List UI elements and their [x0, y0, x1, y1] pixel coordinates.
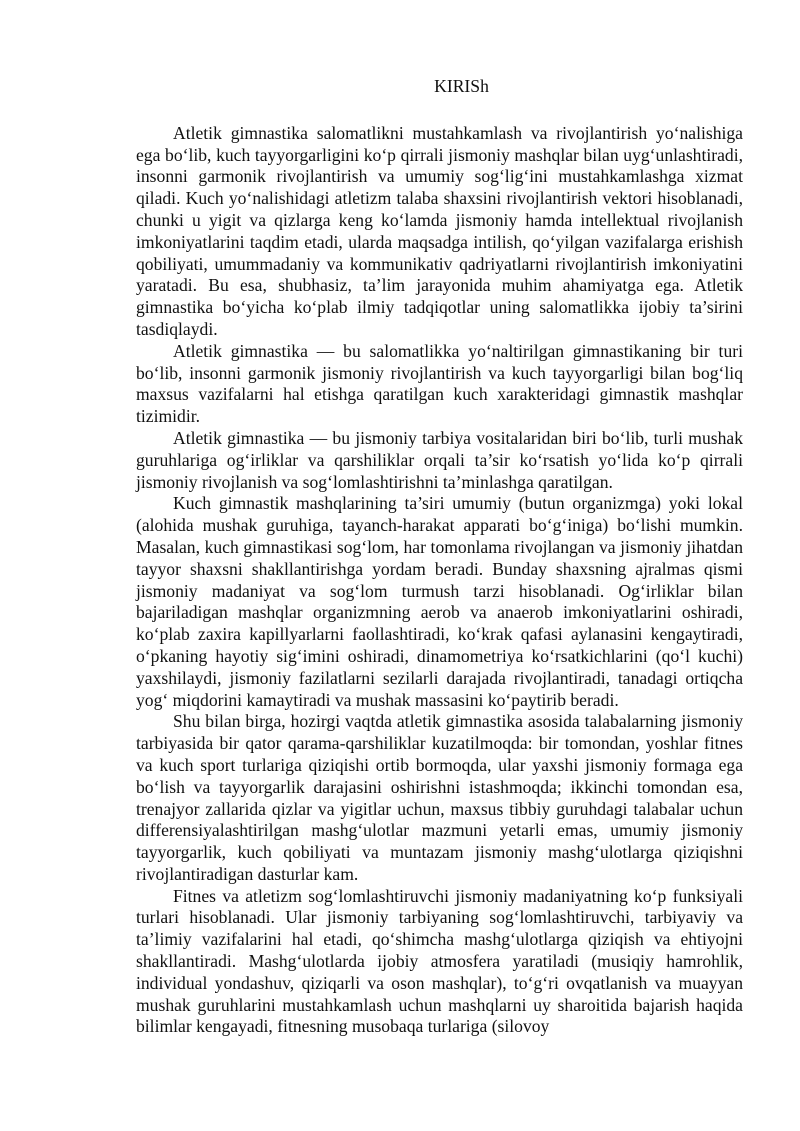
- document-page: [136, 76, 743, 1038]
- paragraph-2: Atletik gimnastika — bu salomatlikka yo‘naltirilgan gimnastikaning bir turi bo‘lib, insonni garmonik jismoniy rivojlantirish va kuch tayyorgarligi bilan bog‘liq maxsus vazifalarni hal etishga qaratilgan kuch xarakteridagi gimnastik mashqlar tizimidir.: [136, 340, 743, 427]
- paragraph-6: Fitnes va atletizm sog‘lomlashtiruvchi jismoniy madaniyatning ko‘p funksiyali turlari hisoblanadi. Ular jismoniy tarbiyaning sog‘lomlashtiruvchi, tarbiyaviy va ta’limiy vazifalarini hal etadi, qo‘shimcha mashg‘ulotlarga qiziqish va ehtiyojni shakllantiradi. Mashg‘ulotlarda ijobiy atmosfera yaratiladi (musiqiy hamrohlik, individual yondashuv, qiziqarli va oson mashqlar), to‘g‘ri ovqatlanish va muayyan mushak guruhlarini mustahkamlash uchun mashqlarni uy sharoitida bajarish haqida bilimlar kengayadi, fitnesning musobaqa turlariga (silovoy: [136, 885, 743, 1037]
- paragraph-4: Kuch gimnastik mashqlarining ta’siri umumiy (butun organizmga) yoki lokal (alohida mushak guruhiga, tayanch-harakat apparati bo‘g‘iniga) bo‘lishi mumkin. Masalan, kuch gimnastikasi sog‘lom, har tomonlama rivojlangan va jismoniy jihatdan tayyor shaxsni shakllantirishga yordam beradi. Bunday shaxsning ajralmas qismi jismoniy madaniyat va sog‘lom turmush tarzi hisoblanadi. Og‘irliklar bilan bajariladigan mashqlar organizmning aerob va anaerob imkoniyatlarini oshiradi, ko‘plab zaxira kapillyarlarni faollashtiradi, ko‘krak qafasi aylanasini kengaytiradi, o‘pkaning hayotiy sig‘imini oshiradi, dinamometriya ko‘rsatkichlarini (qo‘l kuchi) yaxshilaydi, jismoniy fazilatlarni sezilarli darajada rivojlantiradi, tanadagi ortiqcha yog‘ miqdorini kamaytiradi va mushak massasini ko‘paytirib beradi.: [136, 493, 743, 710]
- paragraph-5: Shu bilan birga, hozirgi vaqtda atletik gimnastika asosida talabalarning jismoniy tarbiyasida bir qator qarama-qarshiliklar kuzatilmoqda: bir tomondan, yoshlar fitnes va kuch sport turlariga qiziqishi ortib bormoqda, ular yaxshi jismoniy formaga ega bo‘lish va tayyorgarlik darajasini oshirishni istashmoqda; ikkinchi tomondan esa, trenajyor zallarida qizlar va yigitlar uchun, maxsus tibbiy guruhdagi talabalar uchun differensiyalashtirilgan mashg‘ulotlar mazmuni yetarli emas, umumiy jismoniy tayyorgarlik, kuch qobiliyati va muntazam jismoniy mashg‘ulotlarga qiziqishni rivojlantiradigan dasturlar kam.: [136, 711, 743, 884]
- paragraph-3: Atletik gimnastika — bu jismoniy tarbiya vositalaridan biri bo‘lib, turli mushak guruhlariga og‘irliklar va qarshiliklar orqali ta’sir ko‘rsatish yo‘lida ko‘p qirrali jismoniy rivojlanish va sog‘lomlashtirishni ta’minlashga qaratilgan.: [136, 427, 743, 492]
- paragraph-1: Atletik gimnastika salomatlikni mustahkamlash va rivojlantirish yo‘nalishiga ega bo‘lib, kuch tayyorgarligini ko‘p qirrali jismoniy mashqlar bilan uyg‘unlashtiradi, insonni garmonik rivojlantirish va umumiy sog‘lig‘ini mustahkamlashga xizmat qiladi. Kuch yo‘nalishidagi atletizm talaba shaxsini rivojlantirish vektori hisoblanadi, chunki u yigit va qizlarga keng ko‘lamda jismoniy hamda intellektual rivojlanish imkoniyatlarini taqdim etadi, ularda maqsadga intilish, qo‘yilgan vazifalarga erishish qobiliyati, umummadaniy va kommunikativ qadriyatlarni rivojlantirish imkoniyatini yaratadi. Bu esa, shubhasiz, ta’lim jarayonida muhim ahamiyatga ega. Atletik gimnastika bo‘yicha ko‘plab ilmiy tadqiqotlar uning salomatlikka ijobiy ta’sirini tasdiqlaydi.: [136, 122, 743, 339]
- document-title: KIRISh: [434, 76, 489, 96]
